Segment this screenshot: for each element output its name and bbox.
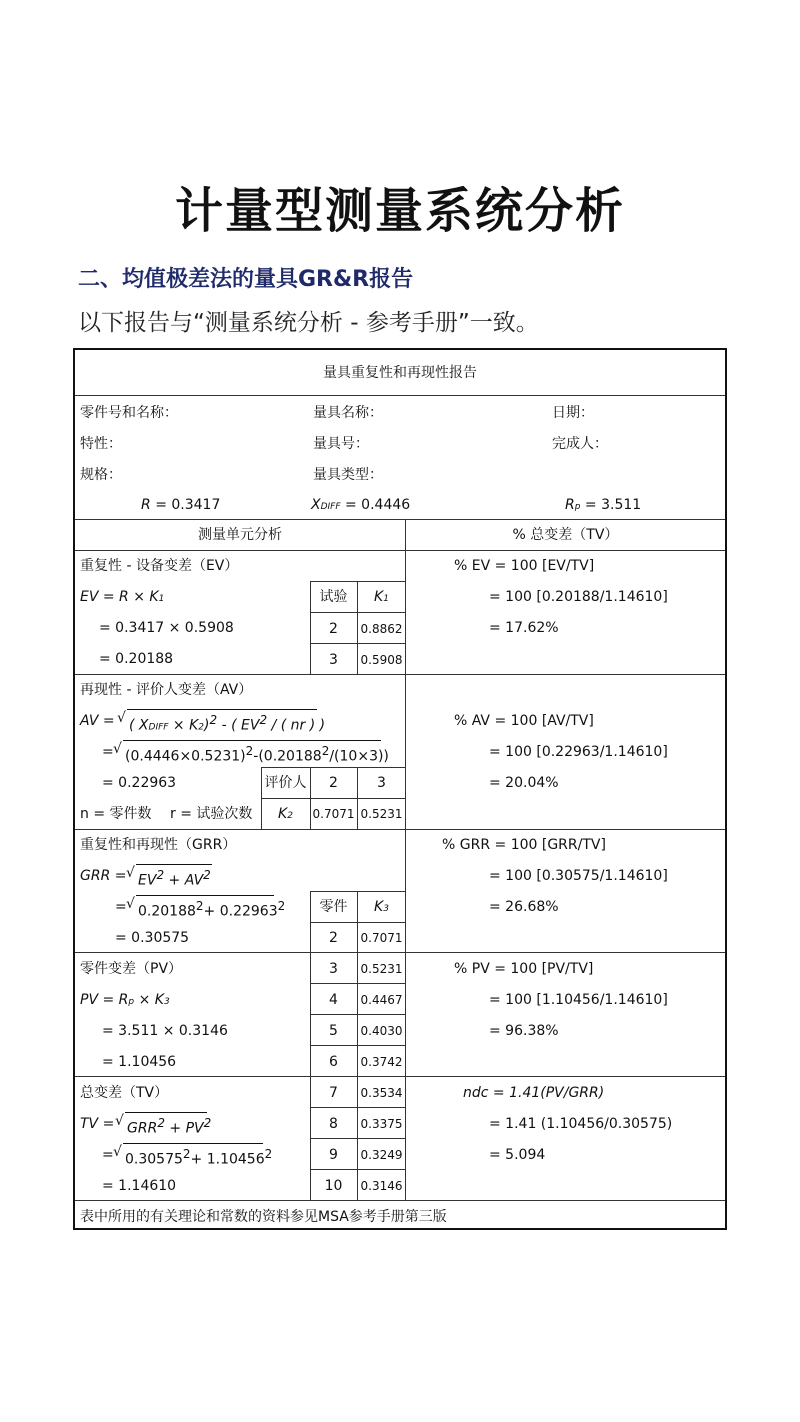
ndc-2: = 1.41 (1.10456/0.30575) — [489, 1116, 673, 1132]
av-rad-sup-2: 2 — [259, 713, 268, 727]
grr-pct-2: = 100 [0.30575/1.14610] — [489, 868, 668, 884]
grr-calc-sqrt-bar — [136, 895, 274, 896]
spec-label: 规格： — [80, 467, 122, 483]
ev-row-1-k: 0.8862 — [360, 622, 403, 636]
tv-rad-sup-2: 2 — [203, 1116, 212, 1130]
ev-k-sub: 1 — [383, 594, 389, 604]
tv-rad-sup-1: 2 — [157, 1116, 165, 1130]
rule-info — [75, 519, 725, 520]
tv-rad-2: + PV — [169, 1120, 204, 1137]
grr-calc-sup-1: 2 — [195, 899, 204, 913]
ev-row-2-n: 3 — [329, 652, 338, 668]
rule-center — [405, 519, 406, 1200]
rule-pv — [75, 1076, 725, 1077]
ev-table-r2 — [310, 643, 405, 644]
av-formula-lhs: AV = — [80, 713, 115, 729]
k3-table-head-k — [358, 900, 405, 914]
k3-r1 — [310, 922, 405, 923]
ev-table-top — [310, 581, 405, 582]
grr-sqrt-bar — [136, 864, 212, 865]
date-label: 日期： — [552, 405, 594, 421]
av-rad-1: ( X — [129, 717, 149, 734]
pv-pct-2: = 100 [1.10456/1.14610] — [489, 992, 668, 1008]
av-formula-radicand — [129, 714, 325, 733]
k3-row-n: 6 — [329, 1054, 338, 1070]
report-footer: 表中所用的有关理论和常数的资料参见MSA参考手册第三版 — [80, 1209, 447, 1225]
k3-row-k: 0.4030 — [360, 1024, 403, 1038]
av-calc-lhs: = — [102, 744, 114, 760]
r-bar-summary — [141, 498, 220, 512]
ndc-1: ndc = 1.41(PV/GRR) — [463, 1085, 605, 1101]
gage-rr-report — [73, 348, 727, 1230]
k3-r5 — [310, 1045, 405, 1046]
gage-name-label: 量具名称： — [313, 405, 383, 421]
r-bar-value: = 0.3417 — [155, 497, 221, 513]
done-by-label: 完成人： — [552, 436, 608, 452]
rp-sub: p — [574, 502, 581, 512]
ev-formula-sub: 1 — [158, 594, 165, 604]
tv-rad-1: GRR — [127, 1120, 158, 1137]
k3-r7 — [310, 1107, 405, 1108]
grr-rad-sup-2: 2 — [203, 868, 211, 882]
k3-row-k: 0.7071 — [360, 931, 403, 945]
k3-r8 — [310, 1138, 405, 1139]
av-k2-label — [261, 807, 310, 821]
rule-header — [75, 395, 725, 396]
k3-r3 — [310, 983, 405, 984]
pv-pct-1: % PV = 100 [PV/TV] — [454, 961, 594, 977]
n-note: n = 零件数 — [80, 806, 152, 822]
k3-row-k: 0.3146 — [360, 1179, 403, 1193]
tv-calc-sup-2: 2 — [264, 1147, 273, 1161]
r-bar-symbol: R — [141, 497, 151, 513]
grr-calc-2: + 0.22963 — [203, 903, 278, 920]
grr-calc-radicand — [138, 900, 285, 919]
grr-calc-1: 0.20188 — [138, 903, 196, 920]
k3-row-n: 9 — [329, 1147, 338, 1163]
grr-rad-2: + AV — [168, 872, 204, 889]
tv-title: 总变差（TV） — [80, 1085, 169, 1101]
av-table-head-op: 评价人 — [264, 775, 307, 791]
av-calc-sqrt-bar — [123, 740, 381, 741]
av-result: = 0.22963 — [102, 775, 177, 791]
xdiff-value: = 0.4446 — [345, 497, 411, 513]
av-table-top — [261, 767, 405, 768]
pv-formula-k: 3 — [163, 997, 170, 1007]
ndc-3: = 5.094 — [489, 1147, 546, 1163]
grr-rad-sup-1: 2 — [156, 868, 165, 882]
av-sqrt-bar — [127, 709, 317, 710]
col-right-header: % 总变差（TV） — [512, 527, 619, 543]
grr-pct-3: = 26.68% — [489, 899, 559, 915]
av-pct-1: % AV = 100 [AV/TV] — [454, 713, 594, 729]
k3-row-k: 0.4467 — [360, 993, 403, 1007]
r-note: r = 试验次数 — [170, 806, 253, 822]
gage-type-label: 量具类型： — [313, 467, 383, 483]
grr-title: 重复性和再现性（GRR） — [80, 837, 237, 853]
ev-row-1-n: 2 — [329, 621, 338, 637]
av-rad-sup-1: 2 — [209, 713, 218, 727]
av-rad-5: / ( nr ) ) — [271, 717, 326, 734]
k3-r4 — [310, 1014, 405, 1015]
k3-row-k: 0.3534 — [360, 1086, 403, 1100]
grr-formula-lhs: GRR = — [80, 868, 127, 884]
av-calc-sup-1: 2 — [245, 744, 254, 758]
tv-formula-lhs: TV = — [80, 1116, 115, 1132]
xdiff-summary — [311, 498, 410, 512]
av-k2-sub: 2 — [287, 811, 293, 821]
grr-formula-radicand — [138, 869, 211, 888]
gage-no-label: 量具号： — [313, 436, 369, 452]
grr-sqrt-icon: √ — [126, 865, 135, 881]
k3-symbol: K — [374, 899, 384, 915]
tv-calc-radicand — [125, 1148, 272, 1167]
grr-pct-1: % GRR = 100 [GRR/TV] — [442, 837, 606, 853]
characteristic-label: 特性： — [80, 436, 122, 452]
intro-text: 以下报告与“测量系统分析 - 参考手册”一致。 — [78, 310, 539, 336]
k3-r9 — [310, 1169, 405, 1170]
ev-row-2-k: 0.5908 — [360, 653, 403, 667]
ev-table-head-k — [358, 590, 405, 604]
rp-value: = 3.511 — [584, 497, 642, 513]
av-rad-4: - ( EV — [221, 717, 260, 734]
pv-result: = 1.10456 — [102, 1054, 177, 1070]
ev-table-r1 — [310, 612, 405, 613]
pv-formula-sub: p — [128, 997, 135, 1007]
av-pct-2: = 100 [0.22963/1.14610] — [489, 744, 668, 760]
rule-grr — [75, 952, 725, 953]
av-calc-1: (0.4446×0.5231) — [125, 748, 246, 765]
rule-ev — [75, 674, 725, 675]
k3-table-top — [310, 891, 405, 892]
av-table-mid — [261, 798, 405, 799]
ev-title: 重复性 - 设备变差（EV） — [80, 558, 239, 574]
ev-k-symbol: K — [374, 589, 384, 605]
grr-rad-1: EV — [138, 872, 157, 889]
pv-formula-2: × K — [138, 992, 164, 1008]
ev-formula-text: EV = R × K — [80, 589, 159, 605]
rule-tv — [75, 1200, 725, 1201]
av-table-head-2: 2 — [329, 775, 338, 791]
rp-summary — [565, 498, 641, 512]
av-rad-sub: DIFF — [148, 722, 169, 733]
k3-row-n: 5 — [329, 1023, 338, 1039]
k3-row-n: 8 — [329, 1116, 338, 1132]
xdiff-symbol: X — [311, 497, 321, 513]
av-calc-radicand — [125, 745, 389, 764]
grr-calc-sqrt-icon: √ — [126, 896, 135, 912]
tv-calc-2: + 1.10456 — [190, 1151, 265, 1168]
part-label: 零件号和名称： — [80, 405, 178, 421]
k3-sub: 3 — [383, 904, 389, 914]
k3-row-k: 0.3249 — [360, 1148, 403, 1162]
rule-av — [75, 829, 725, 830]
tv-calc-sup-1: 2 — [182, 1147, 191, 1161]
k3-row-n: 2 — [329, 930, 338, 946]
av-k2-value-2: 0.7071 — [312, 807, 355, 821]
av-calc-sqrt-icon: √ — [113, 741, 122, 757]
av-title: 再现性 - 评价人变差（AV） — [80, 682, 253, 698]
av-rad-3: ) — [204, 717, 210, 734]
grr-calc-sup-2: 2 — [277, 899, 286, 913]
ev-pct-2: = 100 [0.20188/1.14610] — [489, 589, 668, 605]
ev-pct-1: % EV = 100 [EV/TV] — [454, 558, 595, 574]
tv-calc-sqrt-bar — [123, 1143, 263, 1144]
av-sqrt-icon: √ — [117, 710, 126, 726]
av-formula — [80, 714, 115, 728]
tv-formula-radicand — [127, 1117, 211, 1136]
av-pct-3: = 20.04% — [489, 775, 559, 791]
tv-sqrt-bar — [125, 1112, 207, 1113]
k3-row-k: 0.3742 — [360, 1055, 403, 1069]
ev-calc: = 0.3417 × 0.5908 — [99, 620, 234, 636]
k3-row-k: 0.3375 — [360, 1117, 403, 1131]
ev-formula — [80, 590, 164, 604]
xdiff-sub: DIFF — [320, 502, 341, 512]
col-left-header: 测量单元分析 — [198, 527, 282, 543]
av-k2-value-3: 0.5231 — [360, 807, 403, 821]
tv-calc-1: 0.30575 — [125, 1151, 183, 1168]
k3-table-head-part: 零件 — [319, 899, 348, 915]
section-subtitle: 二、均值极差法的量具GR&R报告 — [78, 267, 414, 292]
grr-result: = 0.30575 — [115, 930, 190, 946]
tv-sqrt-icon: √ — [115, 1113, 124, 1129]
av-rad-k: 2 — [198, 722, 205, 733]
av-table-head-3: 3 — [377, 775, 386, 791]
av-calc-3: /(10×3)) — [329, 748, 389, 765]
tv-calc-lhs: = — [102, 1147, 114, 1163]
rule-colhead — [75, 550, 725, 551]
rp-symbol: R — [565, 497, 575, 513]
pv-pct-3: = 96.38% — [489, 1023, 559, 1039]
report-header: 量具重复性和再现性报告 — [323, 365, 477, 381]
ev-table-head-trial: 试验 — [319, 589, 348, 605]
av-k2-symbol: K — [278, 806, 288, 822]
ev-pct-3: = 17.62% — [489, 620, 559, 636]
pv-calc: = 3.511 × 0.3146 — [102, 1023, 228, 1039]
k3-row-n: 3 — [329, 961, 338, 977]
k3-row-n: 10 — [324, 1178, 343, 1194]
k3-row-k: 0.5231 — [360, 962, 403, 976]
pv-formula-1: PV = R — [80, 992, 129, 1008]
av-rad-2: × K — [172, 717, 199, 734]
tv-calc-sqrt-icon: √ — [113, 1144, 122, 1160]
av-calc-2: -(0.20188 — [253, 748, 322, 765]
av-calc-sup-2: 2 — [321, 744, 330, 758]
k3-row-n: 7 — [329, 1085, 338, 1101]
k3-row-n: 4 — [329, 992, 338, 1008]
pv-title: 零件变差（PV） — [80, 961, 183, 977]
page-title: 计量型测量系统分析 — [174, 183, 625, 239]
pv-formula — [80, 993, 170, 1007]
ev-result: = 0.20188 — [99, 651, 174, 667]
grr-calc-lhs: = — [115, 899, 127, 915]
tv-result: = 1.14610 — [102, 1178, 177, 1194]
